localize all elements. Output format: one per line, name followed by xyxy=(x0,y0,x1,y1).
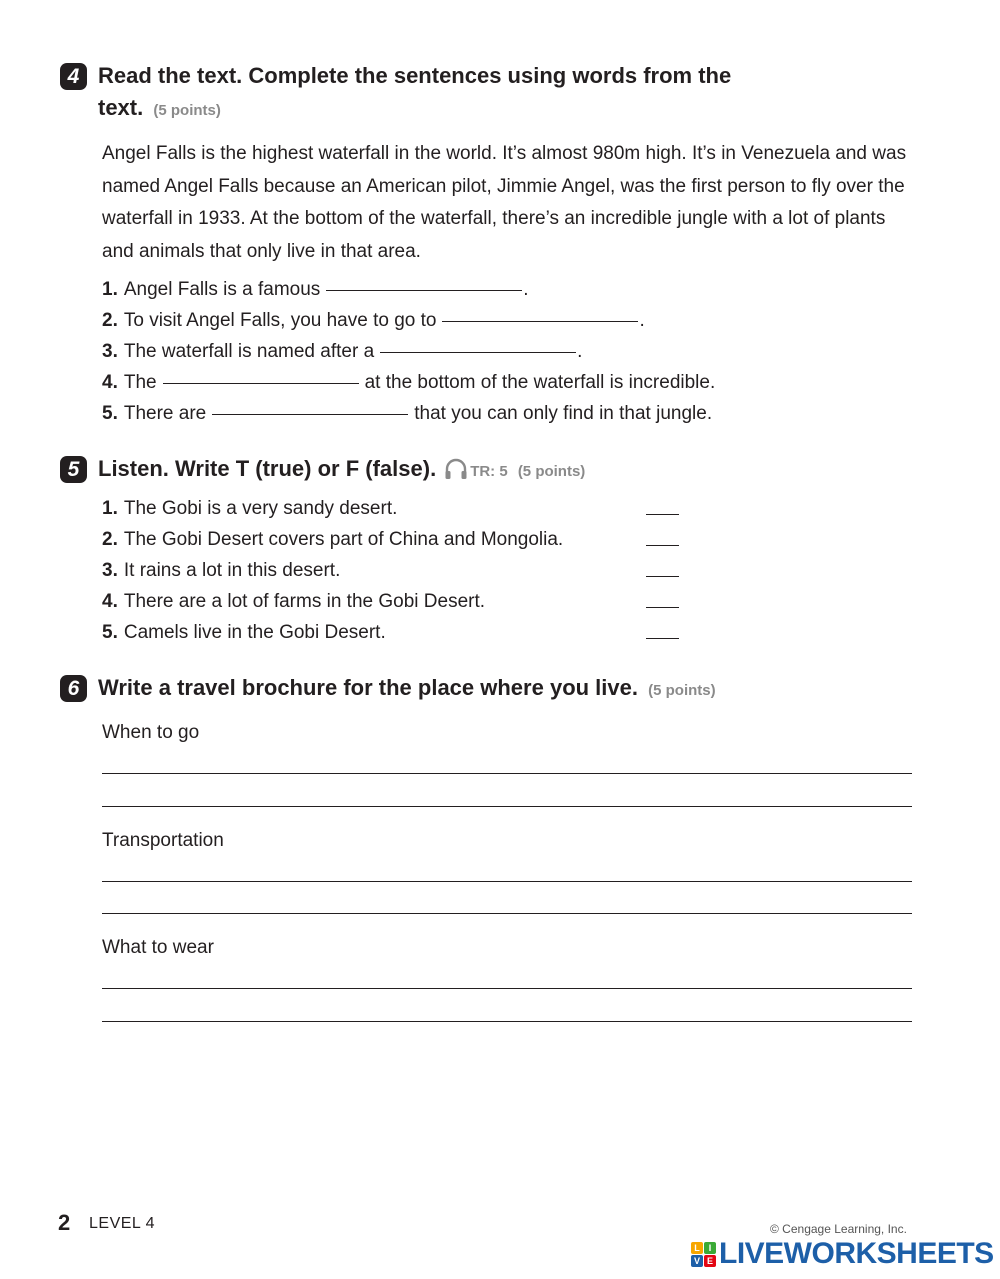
headphones-icon xyxy=(444,457,468,489)
list-item xyxy=(102,524,563,555)
item-number: 4. xyxy=(102,372,118,393)
points-label: (5 points) xyxy=(517,463,586,480)
item-text: Camels live in the Gobi Desert. xyxy=(123,622,386,643)
item-text-before: The xyxy=(123,372,157,393)
section-heading xyxy=(98,453,585,489)
writing-line[interactable] xyxy=(102,1021,912,1022)
item-number: 2. xyxy=(102,529,118,550)
section-number-badge: 5 xyxy=(60,456,87,483)
tf-answer-blank[interactable] xyxy=(646,607,679,608)
item-text-after: . xyxy=(639,310,645,331)
answer-blank[interactable] xyxy=(442,321,638,322)
writing-line[interactable] xyxy=(102,806,912,807)
list-item xyxy=(102,493,563,524)
section-number-badge: 4 xyxy=(60,63,87,90)
item-number: 3. xyxy=(102,560,118,581)
track-label: TR: 5 xyxy=(470,463,508,480)
heading-text: Listen. Write T (true) or F (false). xyxy=(98,456,437,481)
section-4 xyxy=(60,60,930,120)
logo-letter: L xyxy=(691,1242,703,1254)
copyright-text: © Cengage Learning, Inc. xyxy=(770,1222,907,1236)
item-text-before: The waterfall is named after a xyxy=(123,341,375,362)
prompt-transportation: Transportation xyxy=(102,830,224,851)
list-item xyxy=(102,617,563,648)
item-text-before: Angel Falls is a famous xyxy=(123,279,321,300)
writing-line[interactable] xyxy=(102,881,912,882)
logo-letter: V xyxy=(691,1255,703,1267)
true-false-list xyxy=(102,493,563,648)
section-5 xyxy=(60,453,930,487)
item-number: 4. xyxy=(102,591,118,612)
heading-text: Write a travel brochure for the place where you live. xyxy=(98,675,638,700)
item-text: There are a lot of farms in the Gobi Desert. xyxy=(123,591,486,612)
section-6 xyxy=(60,672,930,706)
item-text-before: There are xyxy=(123,403,207,424)
item-text-after: . xyxy=(523,279,529,300)
tf-answer-blank[interactable] xyxy=(646,514,679,515)
writing-line[interactable] xyxy=(102,988,912,989)
writing-line[interactable] xyxy=(102,773,912,774)
list-item xyxy=(102,305,715,336)
prompt-when-to-go: When to go xyxy=(102,722,200,743)
section-number-badge: 6 xyxy=(60,675,87,702)
tf-answer-blank[interactable] xyxy=(646,638,679,639)
points-label: (5 points) xyxy=(153,102,221,119)
answer-blank[interactable] xyxy=(326,290,522,291)
list-item xyxy=(102,586,563,617)
liveworksheets-logo[interactable] xyxy=(691,1236,994,1272)
answer-blank[interactable] xyxy=(212,414,408,415)
item-text-before: To visit Angel Falls, you have to go to xyxy=(123,310,437,331)
item-number: 5. xyxy=(102,403,118,424)
item-number: 3. xyxy=(102,341,118,362)
item-number: 1. xyxy=(102,279,118,300)
tf-answer-blank[interactable] xyxy=(646,576,679,577)
page-number: 2 xyxy=(58,1210,71,1235)
item-number: 1. xyxy=(102,498,118,519)
completion-list xyxy=(102,274,715,429)
writing-line[interactable] xyxy=(102,913,912,914)
list-item xyxy=(102,336,715,367)
list-item xyxy=(102,367,715,398)
tf-answer-blank[interactable] xyxy=(646,545,679,546)
logo-letter: I xyxy=(704,1242,716,1254)
section-heading xyxy=(98,672,716,707)
list-item xyxy=(102,274,715,305)
item-text-after: at the bottom of the waterfall is incredible. xyxy=(364,372,716,393)
list-item xyxy=(102,555,563,586)
answer-blank[interactable] xyxy=(380,352,576,353)
level-label: LEVEL 4 xyxy=(89,1215,156,1232)
heading-line-1: Read the text. Complete the sentences using words from the xyxy=(98,63,732,88)
section-heading xyxy=(98,60,731,127)
heading-line-2: text. xyxy=(98,95,144,120)
item-text: It rains a lot in this desert. xyxy=(123,560,341,581)
item-text: The Gobi Desert covers part of China and Mongolia. xyxy=(123,529,564,550)
prompt-what-to-wear: What to wear xyxy=(102,937,214,958)
item-number: 2. xyxy=(102,310,118,331)
item-number: 5. xyxy=(102,622,118,643)
item-text-after: . xyxy=(577,341,583,362)
logo-letter: E xyxy=(704,1255,716,1267)
reading-passage: Angel Falls is the highest waterfall in the world. It’s almost 980m high. It’s in Venezuela and was named Angel Falls because an American pilot, Jimmie Angel, was the first person to fly over the waterfall in 1933. At the bottom of the waterfall, there’s an incredible jungle with a lot of plants and animals that only live in that area. xyxy=(102,143,907,263)
item-text: The Gobi is a very sandy desert. xyxy=(123,498,398,519)
list-item xyxy=(102,398,715,429)
liveworksheets-icon xyxy=(691,1242,716,1267)
brand-name: LIVEWORKSHEETS xyxy=(719,1237,994,1270)
item-text-after: that you can only find in that jungle. xyxy=(414,403,713,424)
answer-blank[interactable] xyxy=(163,383,359,384)
points-label: (5 points) xyxy=(648,682,716,699)
